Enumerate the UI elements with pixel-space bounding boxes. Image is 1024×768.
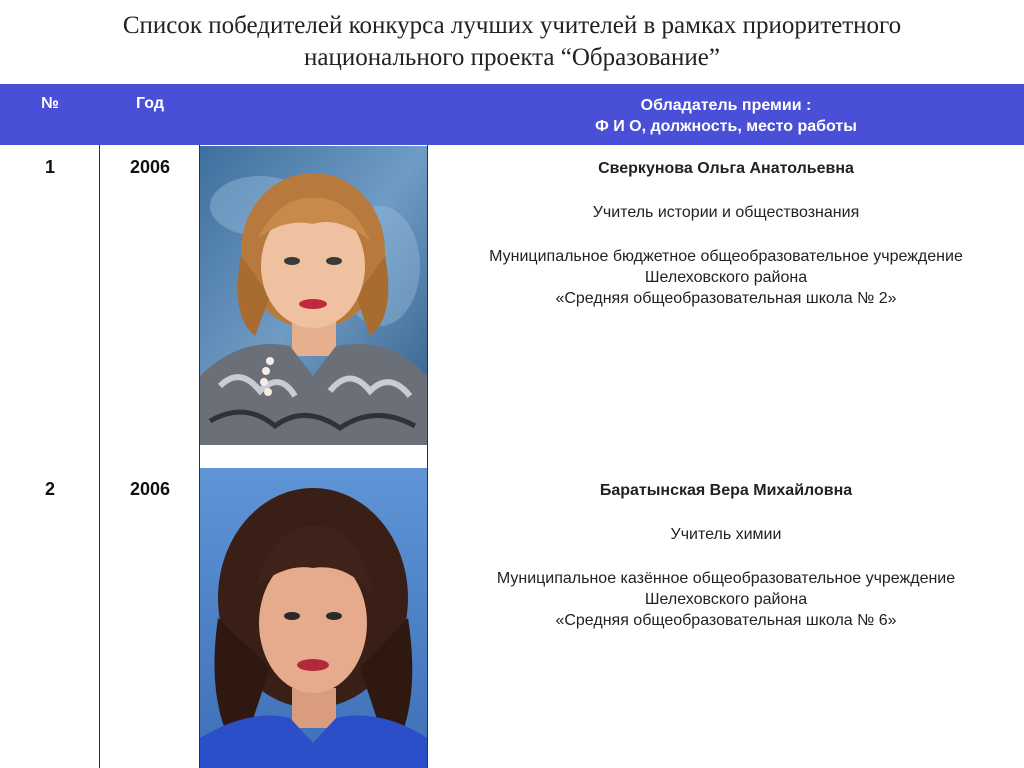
workplace-line-3: «Средняя общеобразовательная школа № 6» bbox=[555, 612, 897, 629]
column-divider bbox=[99, 145, 100, 768]
title-line-2: национального проекта “Образование” bbox=[304, 44, 720, 71]
column-header-year: Год bbox=[136, 95, 164, 112]
teacher-photo bbox=[200, 468, 427, 768]
teacher-portrait-2-icon bbox=[200, 468, 427, 768]
row-year: 2006 bbox=[129, 157, 171, 177]
owner-header-line-2: Ф И О, должность, место работы bbox=[595, 118, 857, 135]
teacher-workplace bbox=[428, 568, 1024, 631]
teacher-photo bbox=[200, 146, 427, 445]
teacher-position: Учитель химии bbox=[670, 526, 782, 543]
teacher-portrait-1-icon bbox=[200, 146, 427, 445]
teacher-name: Баратынская Вера Михайловна bbox=[599, 482, 853, 499]
workplace-line-3: «Средняя общеобразовательная школа № 2» bbox=[555, 290, 897, 307]
column-header-owner bbox=[428, 95, 1024, 137]
page-title bbox=[0, 10, 1024, 74]
teacher-position: Учитель истории и обществознания bbox=[592, 204, 860, 221]
title-line-1: Список победителей конкурса лучших учителей в рамках приоритетного bbox=[122, 12, 902, 39]
workplace-line-2: Шелеховского района bbox=[644, 269, 808, 286]
table-header bbox=[0, 84, 1024, 145]
workplace-line-2: Шелеховского района bbox=[644, 591, 808, 608]
owner-header-line-1: Обладатель премии : bbox=[640, 97, 812, 114]
workplace-line-1: Муниципальное бюджетное общеобразовательное учреждение bbox=[489, 248, 963, 265]
teacher-workplace bbox=[428, 246, 1024, 309]
teacher-name: Сверкунова Ольга Анатольевна bbox=[598, 160, 854, 177]
row-number: 1 bbox=[44, 157, 55, 177]
row-year: 2006 bbox=[129, 479, 171, 499]
teacher-info bbox=[428, 480, 1024, 631]
workplace-line-1: Муниципальное казённое общеобразовательное учреждение bbox=[496, 570, 956, 587]
row-number: 2 bbox=[44, 479, 55, 499]
column-header-number: № bbox=[41, 95, 59, 112]
teacher-info bbox=[428, 158, 1024, 309]
